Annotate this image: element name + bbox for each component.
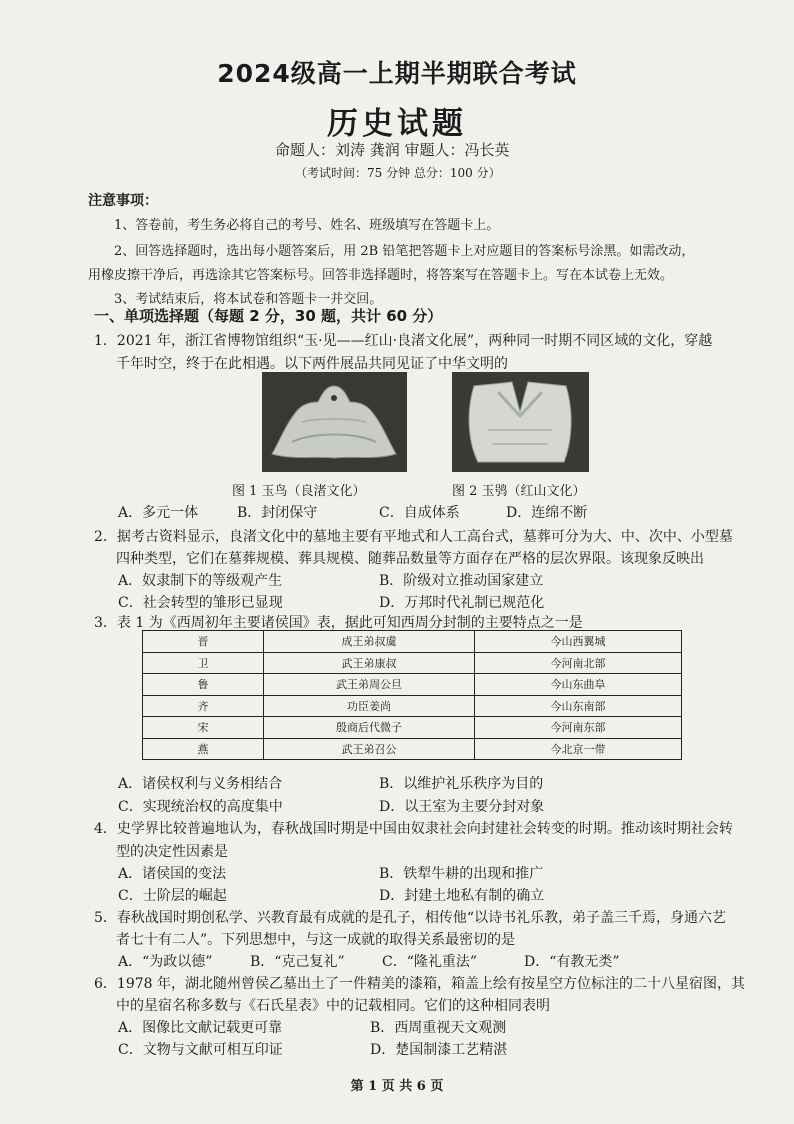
table-cell: 武王弟周公旦: [264, 674, 475, 696]
table-cell: 今河南北部: [475, 652, 682, 674]
table-cell: 鲁: [143, 674, 264, 696]
question-2-text: 2．据考古资料显示，良渚文化中的墓地主要有平地式和人工高台式，墓葬可分为大、中、次中、小型墓: [94, 529, 733, 545]
option-d: D．楚国制漆工艺精湛: [370, 1042, 508, 1058]
option-c: C．士阶层的崛起: [118, 888, 227, 904]
option-a: A．“为政以德”: [118, 954, 213, 970]
option-d: D．以王室为主要分封对象: [379, 799, 545, 815]
option-c: C．文物与文献可相互印证: [118, 1042, 283, 1058]
option-c: C．社会转型的雏形已显现: [118, 595, 283, 611]
exam-info: （考试时间：75 分钟 总分：100 分）: [295, 166, 501, 180]
question-2-text: 四种类型，它们在墓葬规模、葬具规模、随葬品数量等方面存在严格的层次界限。该现象反映出: [116, 551, 704, 567]
table-cell: 今山西翼城: [475, 631, 682, 653]
table-cell: 今山东曲阜: [475, 674, 682, 696]
section-title: 一、单项选择题（每题 2 分，30 题，共计 60 分）: [94, 307, 443, 325]
note-item: 3、考试结束后，将本试卷和答题卡一并交回。: [114, 292, 383, 307]
table-row: [143, 674, 682, 696]
table-cell: 今河南东部: [475, 717, 682, 739]
jade-bird-image: [262, 372, 407, 472]
note-item: 1、答卷前，考生务必将自己的考号、姓名、班级填写在答题卡上。: [114, 218, 500, 233]
question-1-text: 1．2021 年，浙江省博物馆组织“玉·见——红山·良渚文化展”，两种同一时期不同区域的文化，穿越: [94, 333, 713, 349]
option-d: D．连绵不断: [506, 505, 588, 521]
table-cell: 殷商后代微子: [264, 717, 475, 739]
page-number: 第 1 页 共 6 页: [350, 1079, 444, 1094]
table-cell: 齐: [143, 695, 264, 717]
table-cell: 晋: [143, 631, 264, 653]
jade-owl-image: [452, 372, 589, 472]
table-cell: 武王弟康叔: [264, 652, 475, 674]
table-row: [143, 695, 682, 717]
option-d: D．万邦时代礼制已规范化: [379, 595, 545, 611]
option-b: B．阶级对立推动国家建立: [379, 573, 544, 589]
option-c: C．“隆礼重法”: [382, 954, 478, 970]
table-cell: 宋: [143, 717, 264, 739]
question-3-text: 3．表 1 为《西周初年主要诸侯国》表，据此可知西周分封制的主要特点之一是: [94, 615, 583, 631]
option-a: A．诸侯权利与义务相结合: [118, 776, 283, 792]
option-c: C．实现统治权的高度集中: [118, 799, 283, 815]
table-cell: 今北京一带: [475, 738, 682, 760]
question-4-text: 型的决定性因素是: [116, 844, 228, 860]
question-4-text: 4．史学界比较普遍地认为，春秋战国时期是中国由奴隶社会向封建社会转变的时期。推动该时期社会转: [94, 821, 733, 837]
option-a: A．奴隶制下的等级观产生: [118, 573, 283, 589]
table-cell: 燕: [143, 738, 264, 760]
option-d: D．“有教无类”: [524, 954, 620, 970]
notes-heading: 注意事项：: [88, 193, 158, 209]
question-6-text: 中的星宿名称多数与《石氏星表》中的记载相同。它们的这种相同表明: [116, 998, 550, 1014]
feudal-states-table: [142, 630, 682, 760]
option-b: B．“克己复礼”: [250, 954, 345, 970]
option-b: B．封闭保守: [237, 505, 318, 521]
option-a: A．诸侯国的变法: [118, 866, 227, 882]
exam-title: 2024级高一上期半期联合考试: [217, 59, 577, 88]
table-row: [143, 717, 682, 739]
authors-line: 命题人：刘涛 龚润 审题人：冯长英: [275, 141, 510, 159]
note-item: 用橡皮擦干净后，再选涂其它答案标号。回答非选择题时，将答案写在答题卡上。写在本试卷上无效。: [88, 268, 674, 283]
table-row: [143, 652, 682, 674]
table-cell: 成王弟叔虞: [264, 631, 475, 653]
figure-2-caption: 图 2 玉鸮（红山文化）: [452, 484, 586, 499]
option-a: A．多元一体: [118, 505, 199, 521]
table-cell: 功臣姜尚: [264, 695, 475, 717]
option-b: B．以维护礼乐秩序为目的: [379, 776, 544, 792]
subject-title: 历史试题: [327, 106, 467, 142]
table-cell: 卫: [143, 652, 264, 674]
option-b: B．铁犁牛耕的出现和推广: [379, 866, 544, 882]
note-item: 2、回答选择题时，选出每小题答案后，用 2B 铅笔把答题卡上对应题目的答案标号涂黑。如需改动，: [114, 244, 695, 259]
table-row: [143, 631, 682, 653]
option-a: A．图像比文献记载更可靠: [118, 1020, 283, 1036]
question-5-text: 5．春秋战国时期创私学、兴教育最有成就的是孔子，相传他“以诗书礼乐教，弟子盖三千焉，身通六艺: [94, 910, 727, 926]
table-row: [143, 738, 682, 760]
question-5-text: 者七十有二人”。下列思想中，与这一成就的取得关系最密切的是: [116, 932, 516, 948]
option-c: C．自成体系: [379, 505, 460, 521]
question-6-text: 6．1978 年，湖北随州曾侯乙墓出土了一件精美的漆箱，箱盖上绘有按星空方位标注的二十八星宿图，其: [94, 976, 745, 992]
jade-owl-photo: [452, 372, 589, 472]
question-1-text: 千年时空，终于在此相遇。以下两件展品共同见证了中华文明的: [116, 356, 508, 372]
jade-bird-photo: [262, 372, 407, 472]
table-cell: 武王弟召公: [264, 738, 475, 760]
table-cell: 今山东南部: [475, 695, 682, 717]
option-d: D．封建土地私有制的确立: [379, 888, 545, 904]
figure-1-caption: 图 1 玉鸟（良渚文化）: [232, 484, 366, 499]
option-b: B．西周重视天文观测: [370, 1020, 507, 1036]
